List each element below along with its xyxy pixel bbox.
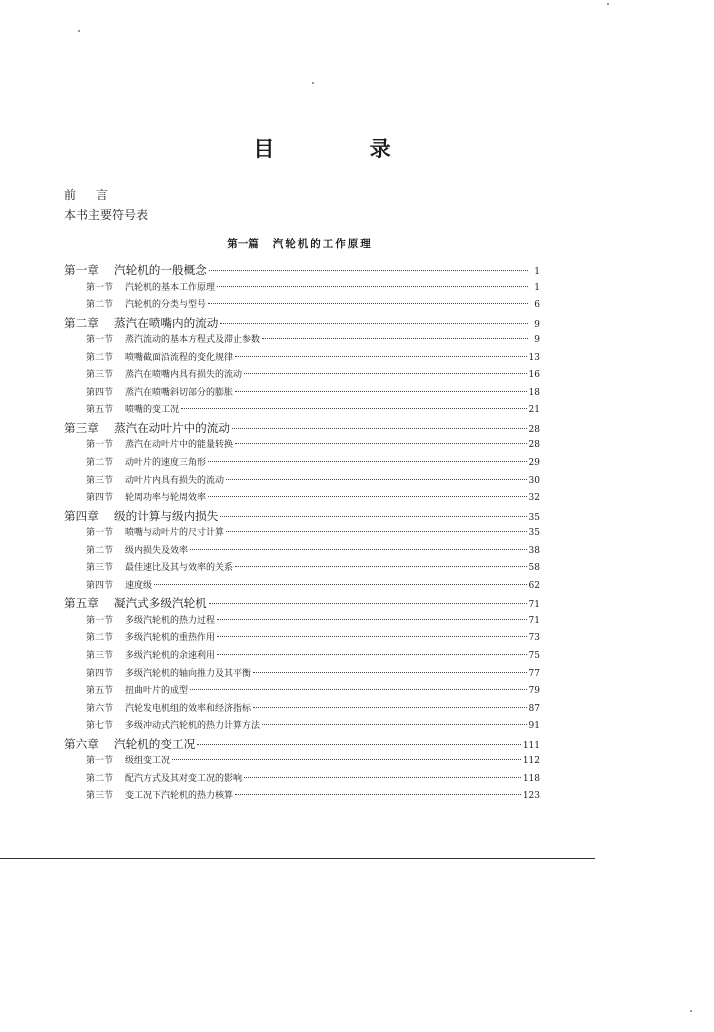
leader-dots (235, 443, 527, 444)
chapter-number: 第一章 (64, 263, 99, 277)
leader-dots (190, 549, 527, 550)
chapter-title: 汽轮机的变工况 (114, 736, 196, 751)
chapter-number: 第三章 (64, 420, 99, 435)
section-title: 轮周功率与轮周效率 (125, 493, 207, 504)
toc-section-entry[interactable] (64, 297, 540, 315)
leader-dots (220, 516, 526, 517)
section-page-number: 6 (534, 300, 540, 311)
toc-section-entry[interactable] (64, 648, 540, 666)
leader-dots (235, 566, 527, 567)
section-page-number: 18 (528, 387, 540, 398)
section-page-number: 32 (528, 493, 540, 504)
part-heading (0, 236, 600, 251)
toc-chapter-entry[interactable] (64, 315, 540, 333)
chapter-title: 蒸汽在动叶片中的流动 (114, 420, 230, 435)
section-number: 第二节 (86, 352, 114, 363)
leader-dots (208, 303, 528, 304)
section-number: 第三节 (86, 563, 114, 574)
leader-dots (232, 428, 527, 429)
leader-dots (244, 373, 527, 374)
toc-section-entry[interactable] (64, 613, 540, 631)
toc-section-entry[interactable] (64, 350, 540, 368)
toc-section-entry[interactable] (64, 473, 540, 491)
section-page-number: 30 (528, 475, 540, 486)
section-title: 变工况下汽轮机的热力核算 (125, 791, 234, 802)
leader-dots (235, 794, 521, 795)
section-page-number: 16 (528, 370, 540, 381)
toc-section-entry[interactable] (64, 437, 540, 455)
section-page-number: 62 (528, 580, 540, 591)
section-number: 第三节 (86, 370, 114, 381)
section-page-number: 13 (528, 352, 540, 363)
chapter-number: 第二章 (64, 315, 99, 330)
toc-section-entry[interactable] (64, 490, 540, 508)
section-number: 第一节 (86, 615, 114, 626)
section-page-number: 21 (528, 405, 540, 416)
section-number: 第七节 (86, 721, 114, 732)
section-number: 第二节 (86, 773, 114, 784)
section-title: 蒸汽在喷嘴内具有损失的流动 (125, 370, 243, 381)
chapter-page-number: 71 (528, 600, 540, 611)
leader-dots (244, 777, 521, 778)
toc-section-entry[interactable] (64, 402, 540, 420)
leader-dots (217, 286, 528, 287)
leader-dots (172, 759, 521, 760)
section-page-number: 73 (528, 633, 540, 644)
section-page-number: 91 (528, 721, 540, 732)
section-title: 蒸汽在动叶片中的能量转换 (125, 440, 234, 451)
section-number: 第四节 (86, 387, 114, 398)
leader-dots (209, 603, 527, 604)
section-page-number: 58 (528, 563, 540, 574)
leader-dots (235, 356, 527, 357)
section-number: 第三节 (86, 475, 114, 486)
section-title: 蒸汽流动的基本方程式及滞止参数 (125, 335, 261, 346)
toc-section-entry[interactable] (64, 788, 540, 806)
toc-chapter-entry[interactable] (64, 262, 540, 280)
toc-front-matter-preface[interactable]: 前 言 (64, 188, 116, 202)
section-title: 级内损失及效率 (125, 545, 189, 556)
chapter-title: 蒸汽在喷嘴内的流动 (114, 315, 219, 330)
chapter-title: 凝汽式多级汽轮机 (114, 596, 207, 611)
chapter-page-number: 1 (534, 267, 540, 277)
bottom-rule (0, 858, 595, 859)
section-number: 第二节 (86, 458, 114, 469)
section-number: 第二节 (86, 300, 114, 311)
section-number: 第六节 (86, 703, 114, 714)
section-page-number: 112 (522, 756, 540, 767)
leader-dots (226, 531, 527, 532)
section-number: 第一节 (86, 528, 114, 539)
section-title: 扭曲叶片的成型 (125, 686, 189, 697)
section-page-number: 28 (528, 440, 540, 451)
toc-section-entry[interactable] (64, 666, 540, 684)
leader-dots (208, 496, 527, 497)
scan-speck (607, 3, 609, 5)
toc-chapter-entry[interactable] (64, 595, 540, 613)
section-title: 喷嘴截面沿流程的变化规律 (125, 352, 234, 363)
part-title: 汽轮机的工作原理 (272, 238, 373, 250)
section-number: 第三节 (86, 651, 114, 662)
leader-dots (181, 408, 527, 409)
toc-chapter-entry[interactable] (64, 508, 540, 526)
section-number: 第一节 (86, 756, 114, 767)
section-title: 最佳速比及其与效率的关系 (125, 563, 234, 574)
section-page-number: 75 (528, 651, 540, 662)
leader-dots (235, 391, 527, 392)
leader-dots (220, 323, 528, 324)
section-title: 动叶片内具有损失的流动 (125, 475, 225, 486)
chapter-page-number: 111 (522, 740, 540, 751)
toc-section-entry[interactable] (64, 630, 540, 648)
section-title: 动叶片的速度三角形 (125, 458, 207, 469)
leader-dots (253, 707, 527, 708)
leader-dots (217, 619, 527, 620)
leader-dots (262, 338, 528, 339)
section-title: 汽轮机的基本工作原理 (125, 282, 216, 293)
section-title: 多级汽轮机的轴向推力及其平衡 (125, 668, 252, 679)
toc-section-entry[interactable] (64, 543, 540, 561)
section-number: 第一节 (86, 335, 114, 346)
toc-section-entry[interactable] (64, 560, 540, 578)
section-number: 第五节 (86, 686, 114, 697)
leader-dots (226, 479, 527, 480)
section-page-number: 79 (528, 686, 540, 697)
section-number: 第二节 (86, 633, 114, 644)
toc-section-entry[interactable] (64, 332, 540, 350)
part-number: 第一篇 (227, 238, 259, 250)
toc-section-entry[interactable] (64, 578, 540, 596)
section-number: 第五节 (86, 405, 114, 416)
section-title: 汽轮发电机组的效率和经济指标 (125, 703, 252, 714)
scan-speck (312, 82, 314, 84)
section-page-number: 29 (528, 458, 540, 469)
section-title: 蒸汽在喷嘴斜切部分的膨胀 (125, 387, 234, 398)
chapter-page-number: 28 (528, 424, 540, 435)
toc-chapter-entry[interactable] (64, 736, 540, 754)
toc-section-entry[interactable] (64, 525, 540, 543)
toc-section-entry[interactable] (64, 385, 540, 403)
chapter-number: 第五章 (64, 596, 99, 611)
leader-dots (208, 461, 527, 462)
section-page-number: 71 (528, 615, 540, 626)
leader-dots (217, 636, 527, 637)
chapter-number: 第六章 (64, 736, 99, 751)
toc-section-entry[interactable] (64, 701, 540, 719)
page-title: 目 录 (253, 137, 435, 161)
section-page-number: 35 (528, 528, 540, 539)
leader-dots (217, 654, 527, 655)
leader-dots (197, 744, 521, 745)
toc-section-entry[interactable] (64, 683, 540, 701)
section-page-number: 9 (534, 335, 540, 346)
section-title: 配汽方式及其对变工况的影响 (125, 773, 243, 784)
toc-section-entry[interactable] (64, 753, 540, 771)
scan-speck (78, 30, 80, 32)
section-title: 喷嘴的变工况 (125, 405, 180, 416)
chapter-page-number: 9 (534, 319, 540, 330)
section-title: 喷嘴与动叶片的尺寸计算 (125, 528, 225, 539)
chapter-number: 第四章 (64, 508, 99, 523)
toc-section-entry[interactable] (64, 771, 540, 789)
section-page-number: 77 (528, 668, 540, 679)
section-number: 第四节 (86, 668, 114, 679)
section-title: 级组变工况 (125, 756, 171, 767)
section-number: 第三节 (86, 791, 114, 802)
section-title: 多级汽轮机的热力过程 (125, 615, 216, 626)
toc-section-entry[interactable] (64, 367, 540, 385)
leader-dots (253, 672, 527, 673)
leader-dots (262, 724, 527, 725)
section-number: 第一节 (86, 282, 114, 293)
section-title: 速度级 (125, 580, 153, 591)
section-page-number: 87 (528, 703, 540, 714)
section-number: 第二节 (86, 545, 114, 556)
table-of-contents (64, 262, 540, 806)
section-title: 多级汽轮机的重热作用 (125, 633, 216, 644)
section-title: 多级冲动式汽轮机的热力计算方法 (125, 721, 261, 732)
section-page-number: 123 (522, 791, 540, 802)
toc-section-entry[interactable] (64, 280, 540, 298)
leader-dots (209, 270, 528, 271)
leader-dots (154, 584, 527, 585)
section-title: 多级汽轮机的余速利用 (125, 651, 216, 662)
toc-front-matter-symbols[interactable]: 本书主要符号表 (64, 208, 149, 222)
chapter-title: 汽轮机的一般概念 (114, 263, 207, 277)
section-number: 第四节 (86, 580, 114, 591)
section-title: 汽轮机的分类与型号 (125, 300, 207, 311)
section-page-number: 1 (534, 282, 540, 293)
chapter-page-number: 35 (528, 512, 540, 523)
scan-speck (690, 1010, 692, 1012)
section-page-number: 118 (522, 773, 540, 784)
section-page-number: 38 (528, 545, 540, 556)
leader-dots (190, 689, 527, 690)
toc-section-entry[interactable] (64, 718, 540, 736)
toc-chapter-entry[interactable] (64, 420, 540, 438)
section-number: 第四节 (86, 493, 114, 504)
chapter-title: 级的计算与级内损失 (114, 508, 219, 523)
toc-section-entry[interactable] (64, 455, 540, 473)
section-number: 第一节 (86, 440, 114, 451)
